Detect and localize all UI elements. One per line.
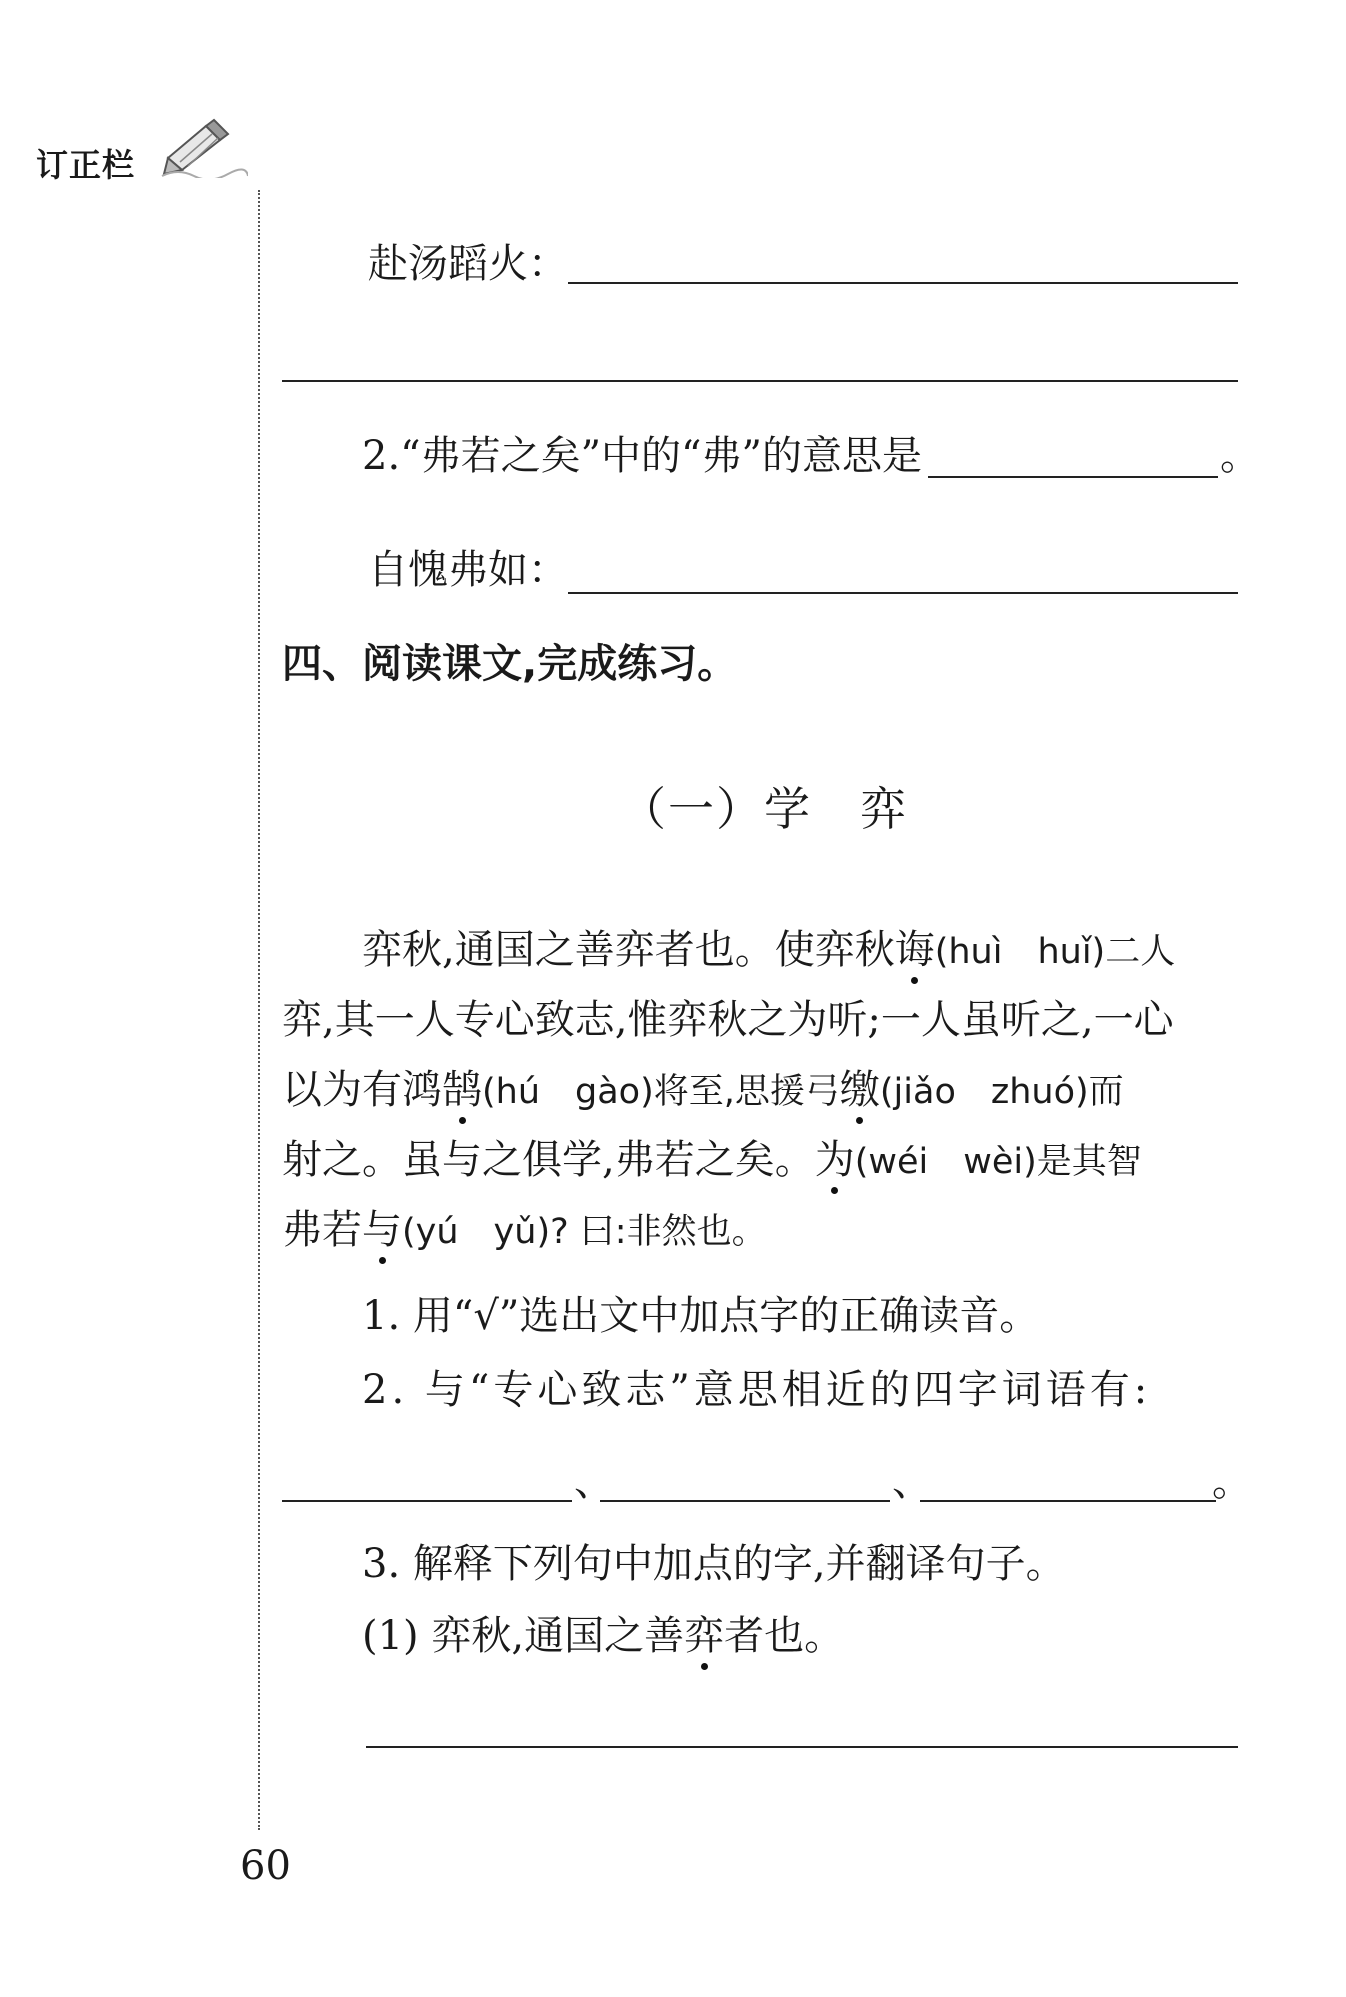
exercise-2: 2. 与“专心致志”意思相近的四字词语有: — [362, 1367, 1152, 1413]
exercise-3-1-b: 者也。 — [724, 1613, 845, 1659]
question-2-end: 。 — [1220, 433, 1260, 479]
pinyin-options-1: (huì huǐ)二人 — [934, 932, 1176, 972]
answer-line-1b[interactable] — [282, 380, 1238, 382]
answer-line-e2b[interactable] — [600, 1500, 890, 1502]
passage-line-5-a: 弗若 — [282, 1207, 362, 1253]
page-number: 60 — [240, 1843, 291, 1889]
passage-line-2: 弈,其一人专心致志,惟弈秋之为听;一人虽听之,一心 — [282, 997, 1174, 1043]
exercise-3-1 — [362, 1613, 845, 1659]
separator-2: 、 — [892, 1459, 932, 1505]
passage-line-3-a: 以为有鸿 — [282, 1067, 442, 1113]
answer-line-1a[interactable] — [568, 282, 1238, 284]
answer-line-2b[interactable] — [568, 592, 1238, 594]
idiom-term-2: 自愧弗如： — [368, 547, 568, 593]
passage-line-4 — [282, 1137, 1142, 1183]
pinyin-options-4: (wéi wèi)是其智 — [854, 1142, 1142, 1182]
passage-line-1-a: 弈秋,通国之善弈者也。使弈秋 — [362, 927, 895, 973]
idiom-term-1: 赴汤蹈火： — [368, 241, 568, 287]
dotted-char: 为 — [814, 1137, 855, 1183]
separator-1: 、 — [574, 1459, 614, 1505]
section-4-heading: 四、阅读课文,完成练习。 — [282, 641, 738, 687]
exercise-3: 3. 解释下列句中加点的字,并翻译句子。 — [362, 1541, 1066, 1587]
passage-line-3 — [282, 1067, 1124, 1113]
passage-title: （一）学 弈 — [620, 782, 908, 836]
dotted-char: 鹄 — [442, 1067, 482, 1113]
exercise-2-end: 。 — [1212, 1459, 1252, 1505]
exercise-3-1-a: (1) 弈秋,通国之善 — [362, 1613, 685, 1659]
pencil-icon — [158, 118, 248, 178]
dotted-char: 与 — [362, 1207, 402, 1253]
passage-line-1 — [362, 927, 1176, 973]
pinyin-options-2: (hú gào)将至,思援弓 — [482, 1072, 840, 1112]
correction-column-label: 订正栏 — [36, 146, 136, 184]
answer-line-e3-1[interactable] — [366, 1746, 1238, 1748]
dotted-char: 弈 — [684, 1613, 725, 1659]
dotted-char: 诲 — [894, 927, 935, 973]
answer-line-e2c[interactable] — [920, 1500, 1216, 1502]
passage-line-4-a: 射之。虽与之俱学,弗若之矣。 — [282, 1137, 815, 1183]
passage-line-5 — [282, 1207, 767, 1253]
pinyin-options-3: (jiǎo zhuó)而 — [879, 1072, 1124, 1112]
answer-line-2[interactable] — [928, 476, 1218, 478]
answer-line-e2a[interactable] — [282, 1500, 572, 1502]
dotted-char: 缴 — [839, 1067, 880, 1113]
exercise-1: 1. 用“√”选出文中加点字的正确读音。 — [362, 1293, 1040, 1339]
pinyin-options-5: (yú yǔ)? 曰:非然也。 — [402, 1212, 767, 1252]
margin-divider — [258, 190, 260, 1830]
question-2-text: 2.“弗若之矣”中的“弗”的意思是 — [362, 433, 922, 479]
